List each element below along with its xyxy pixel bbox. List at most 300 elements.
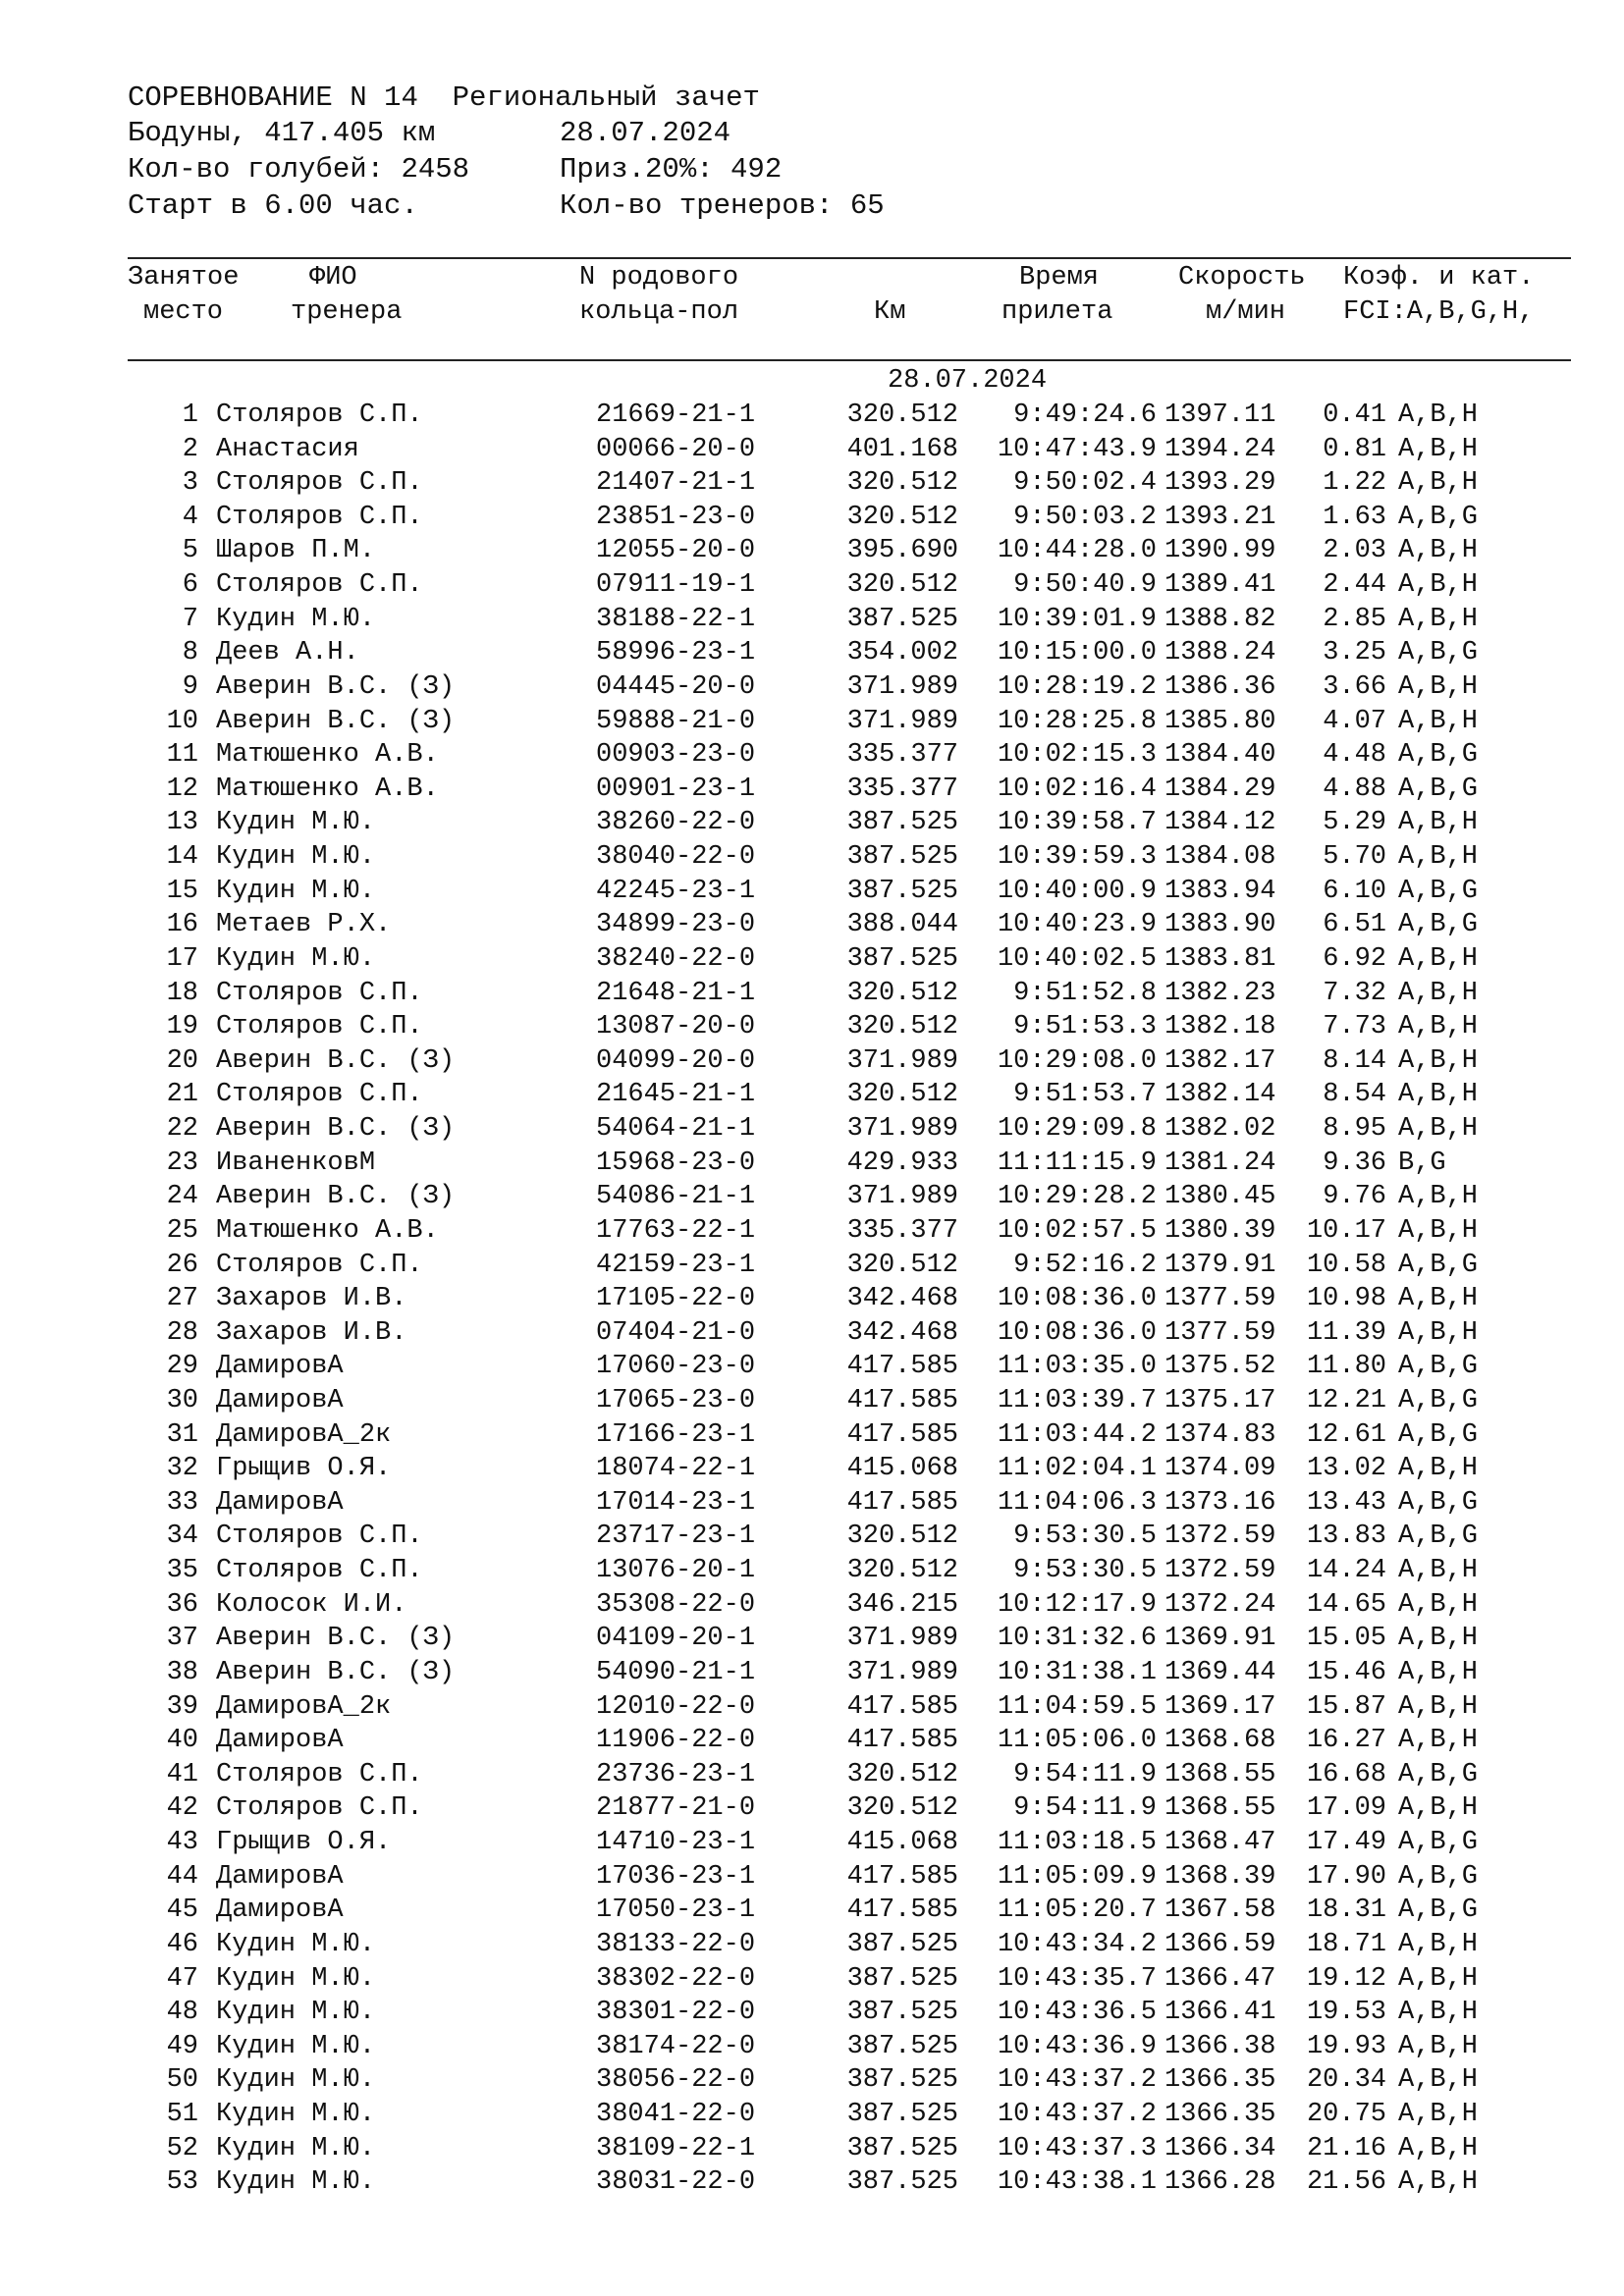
category-cell: A,B,H	[1398, 1793, 1479, 1824]
trainer-name-cell: Матюшенко А.В.	[216, 774, 439, 804]
place-cell: 1	[182, 400, 198, 430]
ring-number-cell: 17036-23-1	[596, 1861, 756, 1892]
trainer-name-cell: Аверин В.С. (З)	[216, 1624, 456, 1654]
category-cell: A,B,H	[1398, 706, 1479, 736]
category-cell: A,B,G	[1398, 1522, 1479, 1552]
coefficient-cell: 0.81	[1323, 434, 1386, 464]
distance-cell: 417.585	[846, 1385, 958, 1415]
arrival-time-cell: 10:39:58.7	[997, 808, 1157, 838]
distance-cell: 320.512	[846, 1556, 958, 1586]
arrival-time-cell: 11:05:20.7	[997, 1896, 1157, 1926]
distance-cell: 371.989	[846, 1182, 958, 1212]
category-cell: A,B,H	[1398, 536, 1479, 566]
coefficient-cell: 5.29	[1323, 808, 1386, 838]
coefficient-cell: 3.66	[1323, 671, 1386, 702]
coefficient-cell: 18.31	[1306, 1896, 1386, 1926]
coefficient-cell: 16.68	[1306, 1759, 1386, 1789]
coefficient-cell: 8.95	[1323, 1114, 1386, 1145]
ring-number-cell: 17060-23-0	[596, 1352, 756, 1382]
distance-cell: 387.525	[846, 876, 958, 906]
trainer-name-cell: ДамировА	[216, 1487, 344, 1518]
ring-number-cell: 00066-20-0	[596, 434, 756, 464]
trainer-name-cell: ДамировА	[216, 1896, 344, 1926]
distance-cell: 320.512	[846, 1522, 958, 1552]
coefficient-cell: 3.25	[1323, 638, 1386, 668]
arrival-time-cell: 10:43:36.9	[997, 2031, 1157, 2061]
category-cell: A,B,H	[1398, 604, 1479, 634]
arrival-time-cell: 10:28:19.2	[997, 671, 1157, 702]
ring-number-cell: 23717-23-1	[596, 1522, 756, 1552]
category-cell: A,B,H	[1398, 1556, 1479, 1586]
speed-cell: 1382.14	[1164, 1080, 1276, 1110]
arrival-time-cell: 9:54:11.9	[1013, 1793, 1157, 1824]
ring-number-cell: 58996-23-1	[596, 638, 756, 668]
speed-cell: 1374.83	[1164, 1419, 1276, 1450]
place-cell: 53	[166, 2167, 198, 2198]
ring-number-cell: 38031-22-0	[596, 2167, 756, 2198]
category-cell: A,B,G	[1398, 502, 1479, 532]
arrival-time-cell: 10:47:43.9	[997, 434, 1157, 464]
table-row	[0, 1214, 1624, 1249]
distance-cell: 320.512	[846, 570, 958, 601]
coefficient-cell: 15.05	[1306, 1624, 1386, 1654]
trainer-name-cell: Кудин М.Ю.	[216, 943, 376, 974]
coefficient-cell: 21.16	[1306, 2133, 1386, 2163]
competition-title-text: СОРЕВНОВАНИЕ N 14 Региональный зачет	[128, 81, 760, 114]
speed-cell: 1384.29	[1164, 774, 1276, 804]
table-row	[0, 942, 1624, 977]
category-cell: A,B,H	[1398, 1963, 1479, 1994]
category-cell: A,B,H	[1398, 671, 1479, 702]
table-row	[0, 2132, 1624, 2166]
table-row	[0, 705, 1624, 739]
ring-number-cell: 34899-23-0	[596, 910, 756, 940]
arrival-time-cell: 10:29:08.0	[997, 1045, 1157, 1076]
col-speed-label-2: м/мин	[1206, 297, 1286, 327]
place-cell: 29	[166, 1352, 198, 1382]
coefficient-cell: 14.24	[1306, 1556, 1386, 1586]
place-cell: 50	[166, 2065, 198, 2096]
ring-number-cell: 23736-23-1	[596, 1759, 756, 1789]
ring-number-cell: 59888-21-0	[596, 706, 756, 736]
distance-cell: 320.512	[846, 502, 958, 532]
category-cell: A,B,H	[1398, 1284, 1479, 1314]
trainer-name-cell: Кудин М.Ю.	[216, 2133, 376, 2163]
category-cell: A,B,H	[1398, 2031, 1479, 2061]
speed-cell: 1388.82	[1164, 604, 1276, 634]
table-row	[0, 1894, 1624, 1928]
ring-number-cell: 42245-23-1	[596, 876, 756, 906]
arrival-time-cell: 10:43:37.2	[997, 2100, 1157, 2129]
arrival-time-cell: 10:43:37.3	[997, 2133, 1157, 2163]
col-place-label: Занятое	[128, 263, 240, 293]
category-cell: A,B,H	[1398, 1317, 1479, 1348]
ring-number-cell: 38174-22-0	[596, 2031, 756, 2061]
arrival-time-cell: 9:50:40.9	[1013, 570, 1157, 601]
table-row	[0, 1452, 1624, 1486]
speed-cell: 1372.59	[1164, 1522, 1276, 1552]
trainer-name-cell: Столяров С.П.	[216, 1793, 423, 1824]
distance-cell: 371.989	[846, 1114, 958, 1145]
ring-number-cell: 13076-20-1	[596, 1556, 756, 1586]
speed-cell: 1369.44	[1164, 1657, 1276, 1687]
header-bottom-rule	[128, 359, 1571, 361]
speed-cell: 1382.23	[1164, 978, 1276, 1008]
distance-cell: 387.525	[846, 1963, 958, 1994]
coefficient-cell: 9.76	[1323, 1182, 1386, 1212]
category-cell: A,B,H	[1398, 1624, 1479, 1654]
ring-number-cell: 17166-23-1	[596, 1419, 756, 1450]
place-cell: 14	[166, 842, 198, 873]
ring-number-cell: 38240-22-0	[596, 943, 756, 974]
ring-number-cell: 38056-22-0	[596, 2065, 756, 2096]
trainer-name-cell: ДамировА_2к	[216, 1691, 392, 1722]
trainer-name-cell: Столяров С.П.	[216, 468, 423, 499]
coefficient-cell: 6.51	[1323, 910, 1386, 940]
place-cell: 26	[166, 1250, 198, 1280]
ring-number-cell: 38188-22-1	[596, 604, 756, 634]
speed-cell: 1393.29	[1164, 468, 1276, 499]
distance-cell: 388.044	[846, 910, 958, 940]
arrival-time-cell: 11:03:18.5	[997, 1828, 1157, 1858]
col-km-label: Км	[874, 297, 906, 327]
arrival-time-cell: 10:29:09.8	[997, 1114, 1157, 1145]
arrival-time-cell: 10:31:38.1	[997, 1657, 1157, 1687]
speed-cell: 1382.17	[1164, 1045, 1276, 1076]
arrival-time-cell: 10:08:36.0	[997, 1317, 1157, 1348]
arrival-time-cell: 10:31:32.6	[997, 1624, 1157, 1654]
place-cell: 9	[182, 671, 198, 702]
trainer-name-cell: Кудин М.Ю.	[216, 1963, 376, 1994]
trainer-name-cell: Столяров С.П.	[216, 1080, 423, 1110]
speed-cell: 1366.28	[1164, 2167, 1276, 2198]
ring-number-cell: 17065-23-0	[596, 1385, 756, 1415]
category-cell: A,B,G	[1398, 1759, 1479, 1789]
distance-cell: 371.989	[846, 706, 958, 736]
col-ring-label: N родового	[579, 263, 739, 293]
col-coef-label-2: FCI:A,B,G,H,	[1343, 297, 1535, 327]
place-cell: 16	[166, 910, 198, 940]
arrival-time-cell: 9:51:53.3	[1013, 1012, 1157, 1042]
trainer-name-cell: Столяров С.П.	[216, 1556, 423, 1586]
trainer-name-cell: Шаров П.М.	[216, 536, 376, 566]
ring-number-cell: 13087-20-0	[596, 1012, 756, 1042]
speed-cell: 1372.24	[1164, 1589, 1276, 1620]
trainer-name-cell: ДамировА	[216, 1385, 344, 1415]
category-cell: A,B,H	[1398, 1080, 1479, 1110]
speed-cell: 1393.21	[1164, 502, 1276, 532]
category-cell: A,B,H	[1398, 2100, 1479, 2129]
col-place-label-2: место	[143, 297, 224, 327]
coefficient-cell: 10.58	[1306, 1250, 1386, 1280]
header-top-rule	[128, 257, 1571, 259]
arrival-time-cell: 10:40:23.9	[997, 910, 1157, 940]
place-cell: 47	[166, 1963, 198, 1994]
speed-cell: 1384.08	[1164, 842, 1276, 873]
arrival-time-cell: 11:05:09.9	[997, 1861, 1157, 1892]
arrival-time-cell: 9:50:02.4	[1013, 468, 1157, 499]
speed-cell: 1381.24	[1164, 1148, 1276, 1178]
table-row	[0, 1486, 1624, 1521]
table-row	[0, 2030, 1624, 2064]
col-fio-label: ФИО	[309, 263, 357, 293]
coefficient-cell: 15.87	[1306, 1691, 1386, 1722]
place-cell: 18	[166, 978, 198, 1008]
race-location-distance: Бодуны, 417.405 км	[128, 117, 436, 149]
speed-cell: 1377.59	[1164, 1284, 1276, 1314]
place-cell: 41	[166, 1759, 198, 1789]
place-cell: 13	[166, 808, 198, 838]
distance-cell: 417.585	[846, 1352, 958, 1382]
distance-cell: 387.525	[846, 2167, 958, 2198]
distance-cell: 335.377	[846, 1215, 958, 1246]
table-row	[0, 1350, 1624, 1384]
place-cell: 32	[166, 1454, 198, 1484]
speed-cell: 1366.47	[1164, 1963, 1276, 1994]
category-cell: A,B,G	[1398, 638, 1479, 668]
distance-cell: 417.585	[846, 1896, 958, 1926]
place-cell: 30	[166, 1385, 198, 1415]
ring-number-cell: 35308-22-0	[596, 1589, 756, 1620]
coefficient-cell: 2.85	[1323, 604, 1386, 634]
table-row	[0, 670, 1624, 705]
category-cell: A,B,G	[1398, 1419, 1479, 1450]
table-row	[0, 1078, 1624, 1112]
trainer-name-cell: Грыщив О.Я.	[216, 1828, 392, 1858]
speed-cell: 1367.58	[1164, 1896, 1276, 1926]
category-cell: A,B,H	[1398, 2167, 1479, 2198]
distance-cell: 371.989	[846, 1624, 958, 1654]
distance-cell: 415.068	[846, 1828, 958, 1858]
trainer-name-cell: Кудин М.Ю.	[216, 604, 376, 634]
table-row	[0, 399, 1624, 433]
coefficient-cell: 20.34	[1306, 2065, 1386, 2096]
table-row	[0, 501, 1624, 535]
coefficient-cell: 5.70	[1323, 842, 1386, 873]
place-cell: 20	[166, 1045, 198, 1076]
ring-number-cell: 54064-21-1	[596, 1114, 756, 1145]
ring-number-cell: 04099-20-0	[596, 1045, 756, 1076]
table-row	[0, 1010, 1624, 1044]
distance-cell: 415.068	[846, 1454, 958, 1484]
table-row	[0, 1656, 1624, 1690]
distance-cell: 335.377	[846, 774, 958, 804]
category-cell: A,B,G	[1398, 1250, 1479, 1280]
table-row	[0, 1724, 1624, 1758]
distance-cell: 320.512	[846, 1012, 958, 1042]
table-row	[0, 1928, 1624, 1962]
coefficient-cell: 18.71	[1306, 1929, 1386, 1959]
place-cell: 2	[182, 434, 198, 464]
distance-cell: 417.585	[846, 1861, 958, 1892]
table-row	[0, 603, 1624, 637]
distance-cell: 320.512	[846, 468, 958, 499]
speed-cell: 1375.52	[1164, 1352, 1276, 1382]
place-cell: 46	[166, 1929, 198, 1959]
distance-cell: 417.585	[846, 1691, 958, 1722]
place-cell: 17	[166, 943, 198, 974]
trainer-name-cell: Аверин В.С. (З)	[216, 1114, 456, 1145]
arrival-time-cell: 11:05:06.0	[997, 1726, 1157, 1756]
table-row	[0, 840, 1624, 875]
category-cell: A,B,H	[1398, 400, 1479, 430]
distance-cell: 417.585	[846, 1487, 958, 1518]
trainer-name-cell: Деев А.Н.	[216, 638, 359, 668]
place-cell: 7	[182, 604, 198, 634]
speed-cell: 1372.59	[1164, 1556, 1276, 1586]
place-cell: 5	[182, 536, 198, 566]
speed-cell: 1383.90	[1164, 910, 1276, 940]
speed-cell: 1368.55	[1164, 1759, 1276, 1789]
trainer-name-cell: Столяров С.П.	[216, 1759, 423, 1789]
table-row	[0, 1418, 1624, 1453]
speed-cell: 1382.18	[1164, 1012, 1276, 1042]
coefficient-cell: 13.43	[1306, 1487, 1386, 1518]
ring-number-cell: 23851-23-0	[596, 502, 756, 532]
trainer-name-cell: Кудин М.Ю.	[216, 2031, 376, 2061]
place-cell: 24	[166, 1182, 198, 1212]
distance-cell: 387.525	[846, 1929, 958, 1959]
table-row	[0, 1180, 1624, 1214]
category-cell: A,B,H	[1398, 1045, 1479, 1076]
distance-cell: 387.525	[846, 1998, 958, 2028]
category-cell: A,B,G	[1398, 774, 1479, 804]
category-cell: A,B,H	[1398, 1012, 1479, 1042]
distance-cell: 417.585	[846, 1419, 958, 1450]
table-row	[0, 738, 1624, 773]
distance-cell: 342.468	[846, 1317, 958, 1348]
pigeon-count: Кол-во голубей: 2458	[128, 153, 470, 186]
trainer-name-cell: Кудин М.Ю.	[216, 876, 376, 906]
coefficient-cell: 4.48	[1323, 740, 1386, 771]
arrival-time-cell: 10:02:15.3	[997, 740, 1157, 771]
category-cell: A,B,H	[1398, 943, 1479, 974]
arrival-time-cell: 9:49:24.6	[1013, 400, 1157, 430]
speed-cell: 1366.41	[1164, 1998, 1276, 2028]
table-row	[0, 1758, 1624, 1792]
coefficient-cell: 6.92	[1323, 943, 1386, 974]
table-row	[0, 636, 1624, 670]
distance-cell: 320.512	[846, 978, 958, 1008]
arrival-time-cell: 11:04:06.3	[997, 1487, 1157, 1518]
trainer-name-cell: Кудин М.Ю.	[216, 2100, 376, 2129]
arrival-time-cell: 10:40:02.5	[997, 943, 1157, 974]
speed-cell: 1366.59	[1164, 1929, 1276, 1959]
table-row	[0, 1282, 1624, 1316]
speed-cell: 1366.35	[1164, 2100, 1276, 2129]
pigeon-count-line	[128, 152, 782, 187]
table-row	[0, 1384, 1624, 1418]
arrival-time-cell: 9:50:03.2	[1013, 502, 1157, 532]
table-row	[0, 773, 1624, 807]
arrival-time-cell: 11:03:44.2	[997, 1419, 1157, 1450]
arrival-time-cell: 10:43:35.7	[997, 1963, 1157, 1994]
ring-number-cell: 15968-23-0	[596, 1148, 756, 1178]
arrival-time-cell: 9:52:16.2	[1013, 1250, 1157, 1280]
ring-number-cell: 38109-22-1	[596, 2133, 756, 2163]
place-cell: 19	[166, 1012, 198, 1042]
coefficient-cell: 7.32	[1323, 978, 1386, 1008]
place-cell: 35	[166, 1556, 198, 1586]
trainer-name-cell: ДамировА	[216, 1726, 344, 1756]
category-cell: A,B,H	[1398, 570, 1479, 601]
table-row	[0, 1520, 1624, 1554]
arrival-time-cell: 10:02:57.5	[997, 1215, 1157, 1246]
trainer-name-cell: Кудин М.Ю.	[216, 1929, 376, 1959]
ring-number-cell: 17014-23-1	[596, 1487, 756, 1518]
distance-cell: 387.525	[846, 842, 958, 873]
category-cell: A,B,G	[1398, 876, 1479, 906]
place-cell: 23	[166, 1148, 198, 1178]
coefficient-cell: 17.49	[1306, 1828, 1386, 1858]
arrival-time-cell: 9:53:30.5	[1013, 1522, 1157, 1552]
coefficient-cell: 19.53	[1306, 1998, 1386, 2028]
category-cell: A,B,H	[1398, 808, 1479, 838]
col-ring-label-2: кольца-пол	[579, 297, 739, 327]
trainer-name-cell: Матюшенко А.В.	[216, 1215, 439, 1246]
place-cell: 12	[166, 774, 198, 804]
place-cell: 8	[182, 638, 198, 668]
ring-number-cell: 21645-21-1	[596, 1080, 756, 1110]
ring-number-cell: 04109-20-1	[596, 1624, 756, 1654]
distance-cell: 387.525	[846, 2031, 958, 2061]
arrival-time-cell: 11:03:39.7	[997, 1385, 1157, 1415]
table-row	[0, 1554, 1624, 1588]
place-cell: 21	[166, 1080, 198, 1110]
speed-cell: 1368.55	[1164, 1793, 1276, 1824]
table-row	[0, 466, 1624, 501]
trainer-name-cell: Аверин В.С. (З)	[216, 706, 456, 736]
arrival-time-cell: 10:43:37.2	[997, 2065, 1157, 2096]
speed-cell: 1389.41	[1164, 570, 1276, 601]
ring-number-cell: 12010-22-0	[596, 1691, 756, 1722]
distance-cell: 346.215	[846, 1589, 958, 1620]
coefficient-cell: 0.41	[1323, 400, 1386, 430]
place-cell: 36	[166, 1589, 198, 1620]
distance-cell: 371.989	[846, 1045, 958, 1076]
col-coef-label: Коэф. и кат.	[1343, 263, 1535, 293]
arrival-time-cell: 9:51:52.8	[1013, 978, 1157, 1008]
coefficient-cell: 11.39	[1306, 1317, 1386, 1348]
place-cell: 52	[166, 2133, 198, 2163]
trainer-name-cell: Аверин В.С. (З)	[216, 671, 456, 702]
speed-cell: 1369.91	[1164, 1624, 1276, 1654]
arrival-time-cell: 10:02:16.4	[997, 774, 1157, 804]
arrival-time-cell: 10:43:34.2	[997, 1929, 1157, 1959]
place-cell: 6	[182, 570, 198, 601]
coefficient-cell: 16.27	[1306, 1726, 1386, 1756]
speed-cell: 1384.40	[1164, 740, 1276, 771]
coefficient-cell: 12.61	[1306, 1419, 1386, 1450]
speed-cell: 1368.39	[1164, 1861, 1276, 1892]
category-cell: A,B,G	[1398, 910, 1479, 940]
place-cell: 11	[166, 740, 198, 771]
place-cell: 22	[166, 1114, 198, 1145]
trainer-name-cell: Столяров С.П.	[216, 978, 423, 1008]
table-row	[0, 875, 1624, 909]
category-cell: A,B,G	[1398, 1828, 1479, 1858]
col-time-label: Время	[1019, 263, 1100, 293]
place-cell: 4	[182, 502, 198, 532]
speed-cell: 1368.68	[1164, 1726, 1276, 1756]
speed-cell: 1375.17	[1164, 1385, 1276, 1415]
place-cell: 31	[166, 1419, 198, 1450]
table-row	[0, 568, 1624, 603]
distance-cell: 417.585	[846, 1726, 958, 1756]
place-cell: 39	[166, 1691, 198, 1722]
speed-cell: 1366.35	[1164, 2065, 1276, 2096]
trainer-name-cell: Колосок И.И.	[216, 1589, 407, 1620]
